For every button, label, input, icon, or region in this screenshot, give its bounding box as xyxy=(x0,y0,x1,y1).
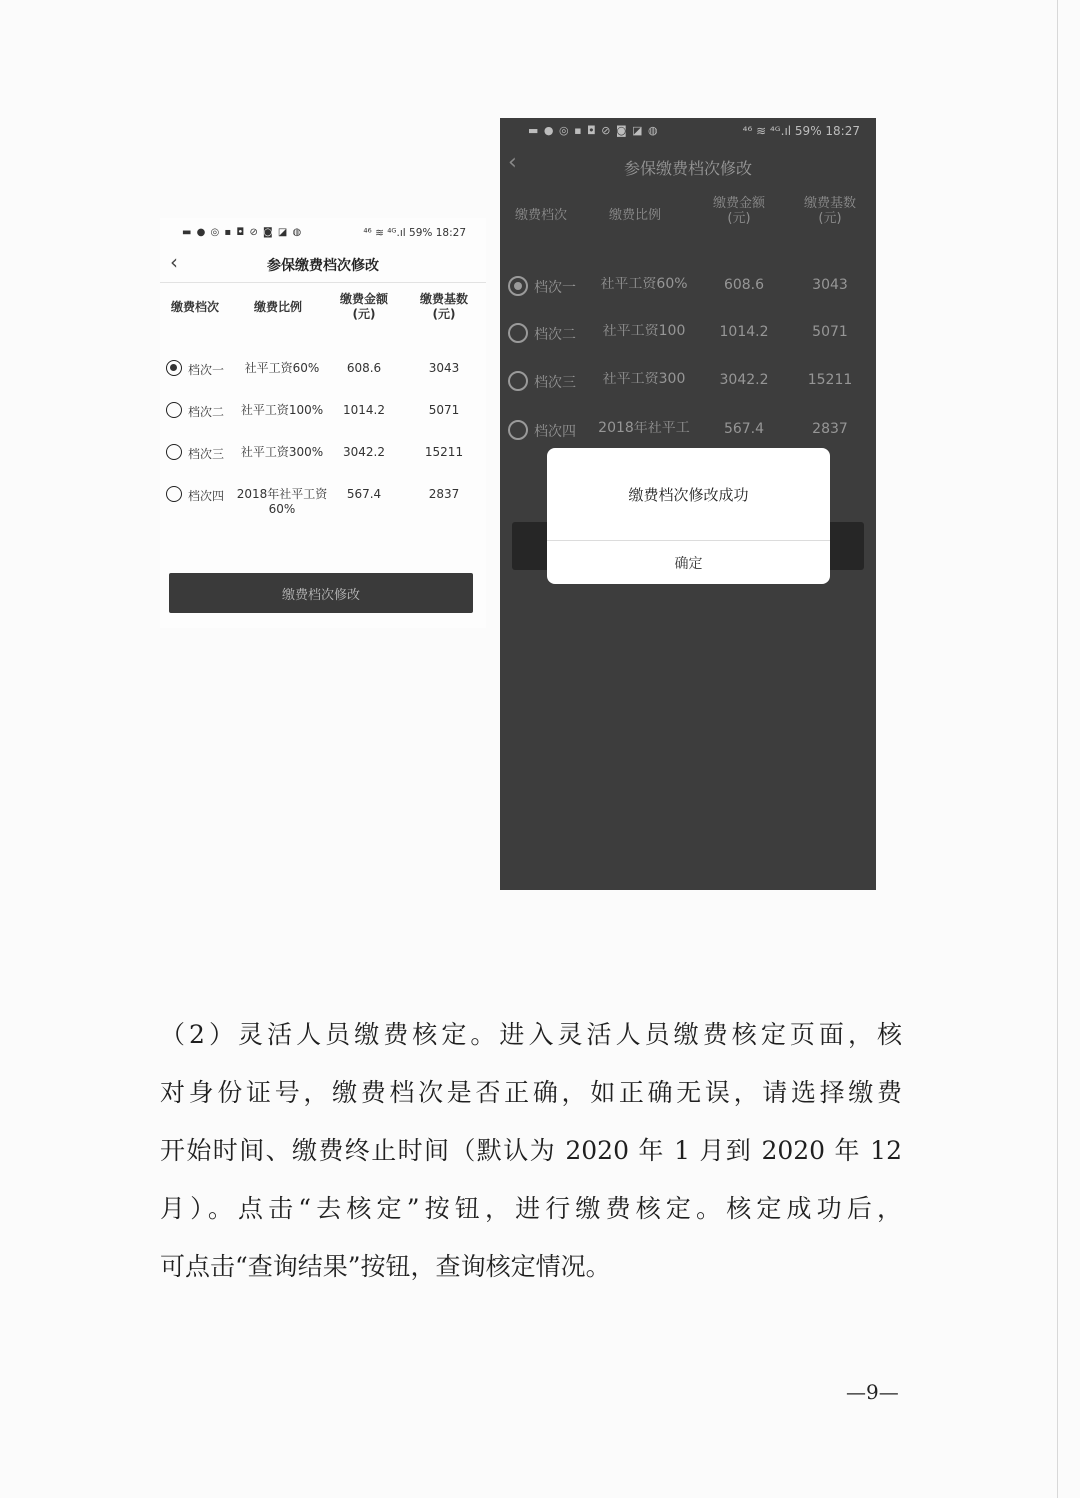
row-tier: 档次四 xyxy=(188,489,225,503)
page-title: 参保缴费档次修改 xyxy=(623,159,752,178)
header-rate: 缴费比例 xyxy=(253,300,302,314)
header-tier: 缴费档次 xyxy=(514,208,567,223)
row-rate: 2018年社平工 xyxy=(598,421,690,436)
header-base: 缴费基数 (元) xyxy=(803,196,856,226)
header-amount: 缴费金额 (元) xyxy=(712,196,765,226)
radio-tier-3 xyxy=(508,371,528,391)
paragraph-line: 对身份证号，缴费档次是否正确，如正确无误，请选择缴费 xyxy=(160,1078,902,1107)
table-row xyxy=(500,323,876,363)
table-header xyxy=(500,196,876,236)
row-rate: 社平工资60% xyxy=(244,361,320,375)
paragraph-line: 可点击“查询结果”按钮，查询核定情况。 xyxy=(160,1252,611,1281)
row-base: 15211 xyxy=(807,372,853,388)
dialog-confirm-button[interactable]: 确定 xyxy=(547,541,830,584)
row-rate: 2018年社平工资60% xyxy=(236,487,328,516)
screenshot-tier-modify xyxy=(160,218,486,628)
paragraph-line: （2）灵活人员缴费核定。进入灵活人员缴费核定页面，核 xyxy=(160,1020,902,1049)
table-header xyxy=(160,292,486,326)
row-amount: 608.6 xyxy=(346,361,382,375)
row-tier: 档次四 xyxy=(534,424,576,440)
table-row xyxy=(500,371,876,411)
row-rate: 社平工资100% xyxy=(240,403,324,417)
success-dialog xyxy=(547,448,830,584)
row-rate: 社平工资100 xyxy=(602,324,686,339)
radio-tier-4[interactable] xyxy=(166,486,182,502)
radio-tier-1[interactable] xyxy=(166,360,182,376)
status-bar xyxy=(500,121,876,141)
row-amount: 608.6 xyxy=(723,277,765,293)
paragraph-line: 开始时间、缴费终止时间（默认为 2020 年 1 月到 2020 年 12 xyxy=(160,1136,902,1165)
nav-bar xyxy=(160,248,486,283)
radio-tier-2[interactable] xyxy=(166,402,182,418)
row-amount: 1014.2 xyxy=(719,324,769,340)
row-tier: 档次一 xyxy=(534,280,576,296)
header-rate: 缴费比例 xyxy=(608,208,661,223)
back-icon[interactable]: ‹ xyxy=(170,250,178,274)
instruction-paragraph xyxy=(160,1006,902,1296)
header-amount: 缴费金额 (元) xyxy=(339,292,388,321)
row-amount: 3042.2 xyxy=(719,372,769,388)
screenshot-modify-success xyxy=(500,118,876,890)
row-amount: 3042.2 xyxy=(343,445,385,459)
status-bar xyxy=(160,224,486,244)
table-row[interactable] xyxy=(160,486,486,522)
page-edge-line xyxy=(1057,0,1058,1498)
nav-bar xyxy=(500,146,876,184)
row-base: 3043 xyxy=(428,361,460,375)
header-tier: 缴费档次 xyxy=(170,300,219,314)
status-battery-time: ⁴⁶ ≋ ⁴ᴳ.ıl 59% 18:27 xyxy=(363,227,466,239)
radio-tier-2 xyxy=(508,323,528,343)
status-icons: ▬ ● ◎ ▪ ◘ ⊘ ◙ ◪ ◍ xyxy=(182,227,303,238)
row-rate: 社平工资300% xyxy=(240,445,324,459)
row-base: 2837 xyxy=(428,487,460,501)
radio-tier-4 xyxy=(508,420,528,440)
back-icon[interactable]: ‹ xyxy=(508,150,517,175)
header-base: 缴费基数 (元) xyxy=(419,292,468,321)
paragraph-line: 月）。点击“去核定”按钮，进行缴费核定。核定成功后， xyxy=(160,1194,902,1223)
table-row[interactable] xyxy=(160,402,486,438)
row-tier: 档次三 xyxy=(188,447,225,461)
page-title: 参保缴费档次修改 xyxy=(267,258,379,274)
row-tier: 档次二 xyxy=(534,327,576,343)
status-battery-time: ⁴⁶ ≋ ⁴ᴳ.ıl 59% 18:27 xyxy=(742,124,860,138)
row-tier: 档次二 xyxy=(188,405,225,419)
row-rate: 社平工资300 xyxy=(602,372,686,387)
table-row[interactable] xyxy=(160,444,486,480)
row-base: 2837 xyxy=(812,421,848,437)
row-tier: 档次一 xyxy=(188,363,225,377)
radio-tier-3[interactable] xyxy=(166,444,182,460)
row-amount: 567.4 xyxy=(346,487,382,501)
row-rate: 社平工资60% xyxy=(600,277,688,292)
row-amount: 567.4 xyxy=(723,421,765,437)
row-base: 15211 xyxy=(424,445,464,459)
row-base: 3043 xyxy=(812,277,848,293)
modify-tier-button[interactable]: 缴费档次修改 xyxy=(169,573,473,613)
row-base: 5071 xyxy=(428,403,460,417)
dialog-message: 缴费档次修改成功 xyxy=(628,486,749,504)
status-icons: ▬ ● ◎ ▪ ◘ ⊘ ◙ ◪ ◍ xyxy=(528,124,659,137)
row-amount: 1014.2 xyxy=(343,403,385,417)
table-row xyxy=(500,276,876,316)
table-row[interactable] xyxy=(160,360,486,396)
radio-tier-1 xyxy=(508,276,528,296)
page-number: —9— xyxy=(846,1380,899,1404)
row-tier: 档次三 xyxy=(534,375,576,391)
row-base: 5071 xyxy=(812,324,848,340)
